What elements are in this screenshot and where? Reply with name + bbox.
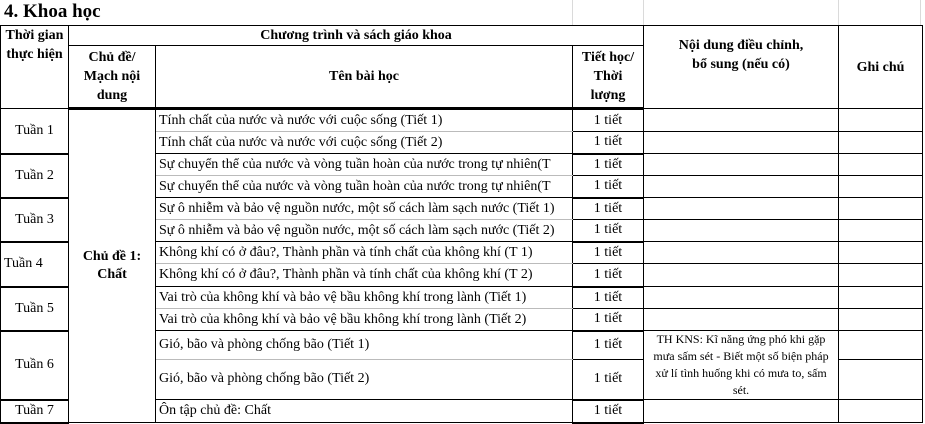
adjust-cell[interactable] xyxy=(644,154,839,176)
header-notes: Ghi chú xyxy=(839,26,923,109)
periods-cell[interactable]: 1 tiết xyxy=(573,287,644,309)
lesson-name-cell[interactable]: Tính chất của nước và nước với cuộc sống (Tiết 2) xyxy=(156,132,573,154)
periods-cell[interactable]: 1 tiết xyxy=(573,154,644,176)
notes-cell[interactable] xyxy=(839,264,923,287)
notes-cell[interactable] xyxy=(839,400,923,423)
lesson-name-cell[interactable]: Vai trò của không khí và bảo vệ bầu không khí trong lành (Tiết 1) xyxy=(156,287,573,309)
adjust-cell[interactable] xyxy=(644,220,839,242)
notes-cell[interactable] xyxy=(839,309,923,331)
lesson-name-cell[interactable]: Không khí có ở đâu?, Thành phần và tính chất của không khí (T 2) xyxy=(156,264,573,287)
header-periods: Tiết học/ Thời lượng xyxy=(573,46,644,109)
notes-cell[interactable] xyxy=(839,154,923,176)
adjust-cell[interactable] xyxy=(644,287,839,309)
lesson-name-cell[interactable]: Sự ô nhiễm và bảo vệ nguồn nước, một số cách làm sạch nước (Tiết 2) xyxy=(156,220,573,242)
topic-cell[interactable]: Chủ đề 1: Chất xyxy=(69,109,156,423)
header-time: Thời gian thực hiện xyxy=(1,26,69,109)
periods-cell[interactable]: 1 tiết xyxy=(573,400,644,423)
section-title: 4. Khoa học xyxy=(4,1,101,22)
notes-cell[interactable] xyxy=(839,331,923,360)
curriculum-table xyxy=(0,25,923,424)
header-topic: Chủ đề/ Mạch nội dung xyxy=(69,46,156,109)
lesson-name-cell[interactable]: Gió, bão và phòng chống bão (Tiết 2) xyxy=(156,359,573,399)
lesson-name-cell[interactable]: Ôn tập chủ đề: Chất xyxy=(156,400,573,423)
adjust-cell[interactable] xyxy=(644,242,839,264)
lesson-name-cell[interactable]: Sự ô nhiễm và bảo vệ nguồn nước, một số cách làm sạch nước (Tiết 1) xyxy=(156,198,573,220)
week-cell[interactable]: Tuần 6 xyxy=(1,331,69,400)
week-cell[interactable]: Tuần 4 xyxy=(1,242,69,287)
header-adjust: Nội dung điều chỉnh, bổ sung (nếu có) xyxy=(644,26,839,109)
periods-cell[interactable]: 1 tiết xyxy=(573,331,644,360)
notes-cell[interactable] xyxy=(839,359,923,399)
table-row xyxy=(1,109,923,132)
lesson-name-cell[interactable]: Không khí có ở đâu?, Thành phần và tính chất của không khí (T 1) xyxy=(156,242,573,264)
week-cell[interactable]: Tuần 5 xyxy=(1,287,69,331)
notes-cell[interactable] xyxy=(839,220,923,242)
adjust-cell[interactable] xyxy=(644,309,839,331)
adjust-cell[interactable] xyxy=(644,400,839,423)
adjust-cell[interactable] xyxy=(644,198,839,220)
adjust-cell[interactable] xyxy=(644,176,839,198)
periods-cell[interactable]: 1 tiết xyxy=(573,309,644,331)
adjust-cell[interactable] xyxy=(644,132,839,154)
periods-cell[interactable]: 1 tiết xyxy=(573,220,644,242)
week-cell[interactable]: Tuần 3 xyxy=(1,198,69,242)
lesson-name-cell[interactable]: Sự chuyển thể của nước và vòng tuần hoàn của nước trong tự nhiên(T xyxy=(156,176,573,198)
periods-cell[interactable]: 1 tiết xyxy=(573,176,644,198)
adjust-cell[interactable] xyxy=(644,264,839,287)
lesson-name-cell[interactable]: Vai trò của không khí và bảo vệ bầu không khí trong lành (Tiết 2) xyxy=(156,309,573,331)
lesson-name-cell[interactable]: Sự chuyển thể của nước và vòng tuần hoàn của nước trong tự nhiên(T xyxy=(156,154,573,176)
week-cell[interactable]: Tuần 1 xyxy=(1,109,69,154)
periods-cell[interactable]: 1 tiết xyxy=(573,242,644,264)
periods-cell[interactable]: 1 tiết xyxy=(573,198,644,220)
notes-cell[interactable] xyxy=(839,242,923,264)
notes-cell[interactable] xyxy=(839,176,923,198)
notes-cell[interactable] xyxy=(839,198,923,220)
adjust-cell[interactable] xyxy=(644,109,839,132)
periods-cell[interactable]: 1 tiết xyxy=(573,109,644,132)
header-program: Chương trình và sách giáo khoa xyxy=(69,26,644,46)
periods-cell[interactable]: 1 tiết xyxy=(573,264,644,287)
adjust-note-cell[interactable]: TH KNS: Kĩ năng ứng phó khi gặp mưa sấm sét - Biết một số biện pháp xử lí tình huống khi có mưa to, sấm sét. xyxy=(644,331,839,400)
notes-cell[interactable] xyxy=(839,132,923,154)
notes-cell[interactable] xyxy=(839,287,923,309)
periods-cell[interactable]: 1 tiết xyxy=(573,359,644,399)
lesson-name-cell[interactable]: Gió, bão và phòng chống bão (Tiết 1) xyxy=(156,331,573,360)
notes-cell[interactable] xyxy=(839,109,923,132)
lesson-name-cell[interactable]: Tính chất của nước và nước với cuộc sống (Tiết 1) xyxy=(156,109,573,132)
periods-cell[interactable]: 1 tiết xyxy=(573,132,644,154)
week-cell[interactable]: Tuần 7 xyxy=(1,400,69,423)
week-cell[interactable]: Tuần 2 xyxy=(1,154,69,198)
header-lesson: Tên bài học xyxy=(156,46,573,109)
sheet-gridlines xyxy=(0,0,925,25)
